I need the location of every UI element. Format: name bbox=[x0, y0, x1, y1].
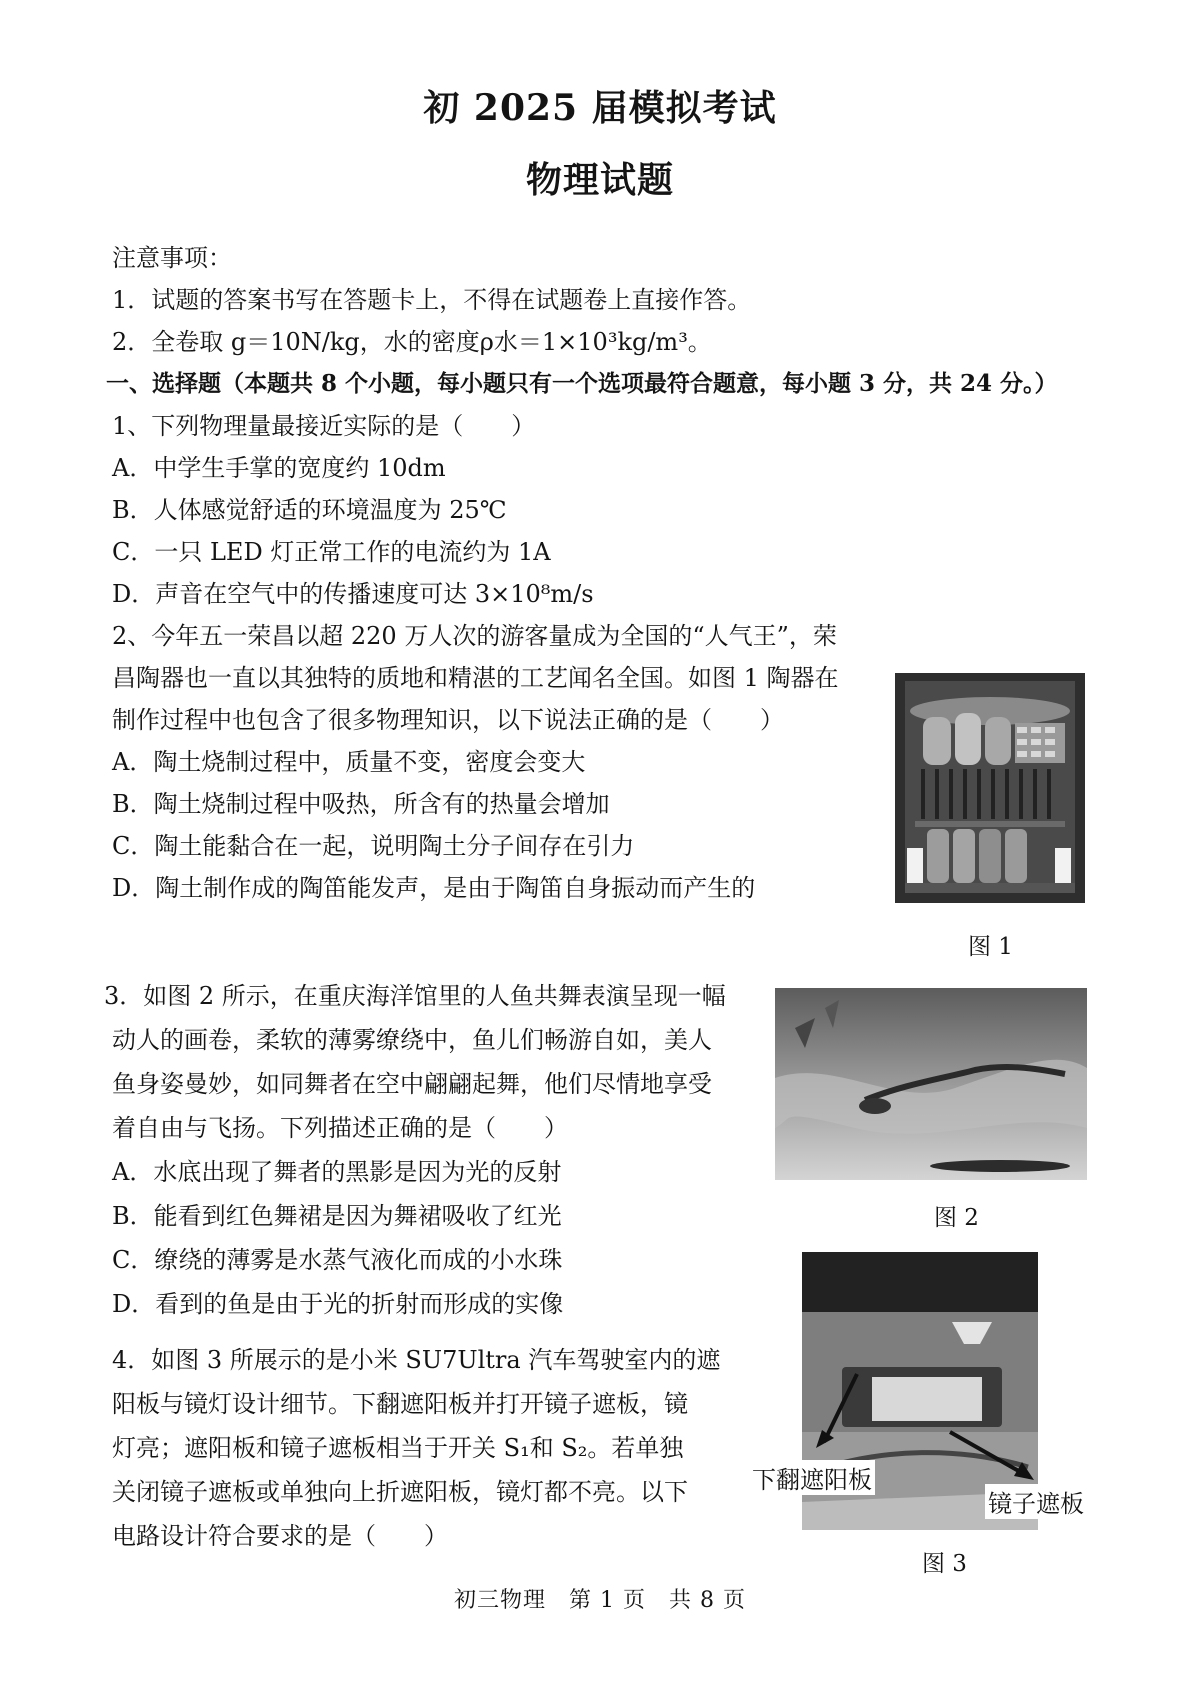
question-1-option-a: A．中学生手掌的宽度约 10dm bbox=[112, 454, 446, 482]
question-4-stem-line-4: 关闭镜子遮板或单独向上折遮阳板，镜灯都不亮。以下 bbox=[112, 1478, 688, 1506]
question-4-stem-line-5: 电路设计符合要求的是（ ） bbox=[112, 1522, 448, 1550]
question-2-option-b: B．陶土烧制过程中吸热，所含有的热量会增加 bbox=[112, 790, 610, 818]
notice-item-2: 2．全卷取 g＝10N/kg，水的密度ρ水＝1×10³kg/m³。 bbox=[112, 328, 712, 356]
question-3-option-d: D．看到的鱼是由于光的折射而形成的实像 bbox=[112, 1290, 564, 1318]
figure-3-caption: 图 3 bbox=[922, 1551, 967, 1577]
question-1-stem: 1、下列物理量最接近实际的是（ ） bbox=[112, 412, 536, 440]
figure-1-kiln-photo bbox=[895, 673, 1085, 903]
question-2-option-d: D．陶土制作成的陶笛能发声，是由于陶笛自身振动而产生的 bbox=[112, 874, 756, 902]
question-3-stem-line-4: 着自由与飞扬。下列描述正确的是（ ） bbox=[112, 1114, 568, 1142]
question-2-stem-line-3: 制作过程中也包含了很多物理知识，以下说法正确的是（ ） bbox=[112, 706, 784, 734]
question-2-option-c: C．陶土能黏合在一起，说明陶土分子间存在引力 bbox=[112, 832, 635, 860]
notice-item-1: 1．试题的答案书写在答题卡上，不得在试题卷上直接作答。 bbox=[112, 286, 752, 314]
kiln-illustration bbox=[895, 673, 1085, 903]
exam-subtitle: 物理试题 bbox=[525, 159, 674, 201]
question-2-option-a: A．陶土烧制过程中，质量不变，密度会变大 bbox=[112, 748, 586, 776]
question-1-option-b: B．人体感觉舒适的环境温度为 25℃ bbox=[112, 496, 507, 524]
aquarium-illustration bbox=[775, 988, 1087, 1180]
figure-2-aquarium-photo bbox=[775, 988, 1087, 1180]
figure-2-caption: 图 2 bbox=[934, 1205, 979, 1231]
figure-1-caption: 图 1 bbox=[968, 934, 1013, 960]
question-4-stem-line-3: 灯亮；遮阳板和镜子遮板相当于开关 S₁和 S₂。若单独 bbox=[112, 1434, 684, 1462]
question-3-option-c: C．缭绕的薄雾是水蒸气液化而成的小水珠 bbox=[112, 1246, 563, 1274]
page-footer: 初三物理 第 1 页 共 8 页 bbox=[454, 1588, 746, 1613]
question-3-stem-line-3: 鱼身姿曼妙，如同舞者在空中翩翩起舞，他们尽情地享受 bbox=[112, 1070, 712, 1098]
question-4-stem-line-1: 4．如图 3 所展示的是小米 SU7Ultra 汽车驾驶室内的遮 bbox=[112, 1346, 721, 1374]
figure-3-label-mirror-cover: 镜子遮板 bbox=[985, 1484, 1087, 1519]
notice-heading: 注意事项： bbox=[112, 244, 232, 272]
question-1-option-d: D．声音在空气中的传播速度可达 3×10⁸m/s bbox=[112, 580, 594, 608]
question-2-stem-line-2: 昌陶器也一直以其独特的质地和精湛的工艺闻名全国。如图 1 陶器在 bbox=[112, 664, 839, 692]
question-4-stem-line-2: 阳板与镜灯设计细节。下翻遮阳板并打开镜子遮板，镜 bbox=[112, 1390, 688, 1418]
question-3-option-a: A．水底出现了舞者的黑影是因为光的反射 bbox=[112, 1158, 562, 1186]
question-3-stem-line-1: 3．如图 2 所示，在重庆海洋馆里的人鱼共舞表演呈现一幅 bbox=[104, 982, 726, 1010]
exam-title: 初 2025 届模拟考试 bbox=[423, 87, 777, 129]
question-1-option-c: C．一只 LED 灯正常工作的电流约为 1A bbox=[112, 538, 551, 566]
figure-3-label-visor: 下翻遮阳板 bbox=[749, 1460, 875, 1495]
question-2-stem-line-1: 2、今年五一荣昌以超 220 万人次的游客量成为全国的“人气王”，荣 bbox=[112, 622, 837, 650]
section-1-heading: 一、选择题（本题共 8 个小题，每小题只有一个选项最符合题意，每小题 3 分，共 24 分。） bbox=[106, 370, 1058, 397]
question-3-option-b: B．能看到红色舞裙是因为舞裙吸收了红光 bbox=[112, 1202, 562, 1230]
question-3-stem-line-2: 动人的画卷，柔软的薄雾缭绕中，鱼儿们畅游自如，美人 bbox=[112, 1026, 712, 1054]
